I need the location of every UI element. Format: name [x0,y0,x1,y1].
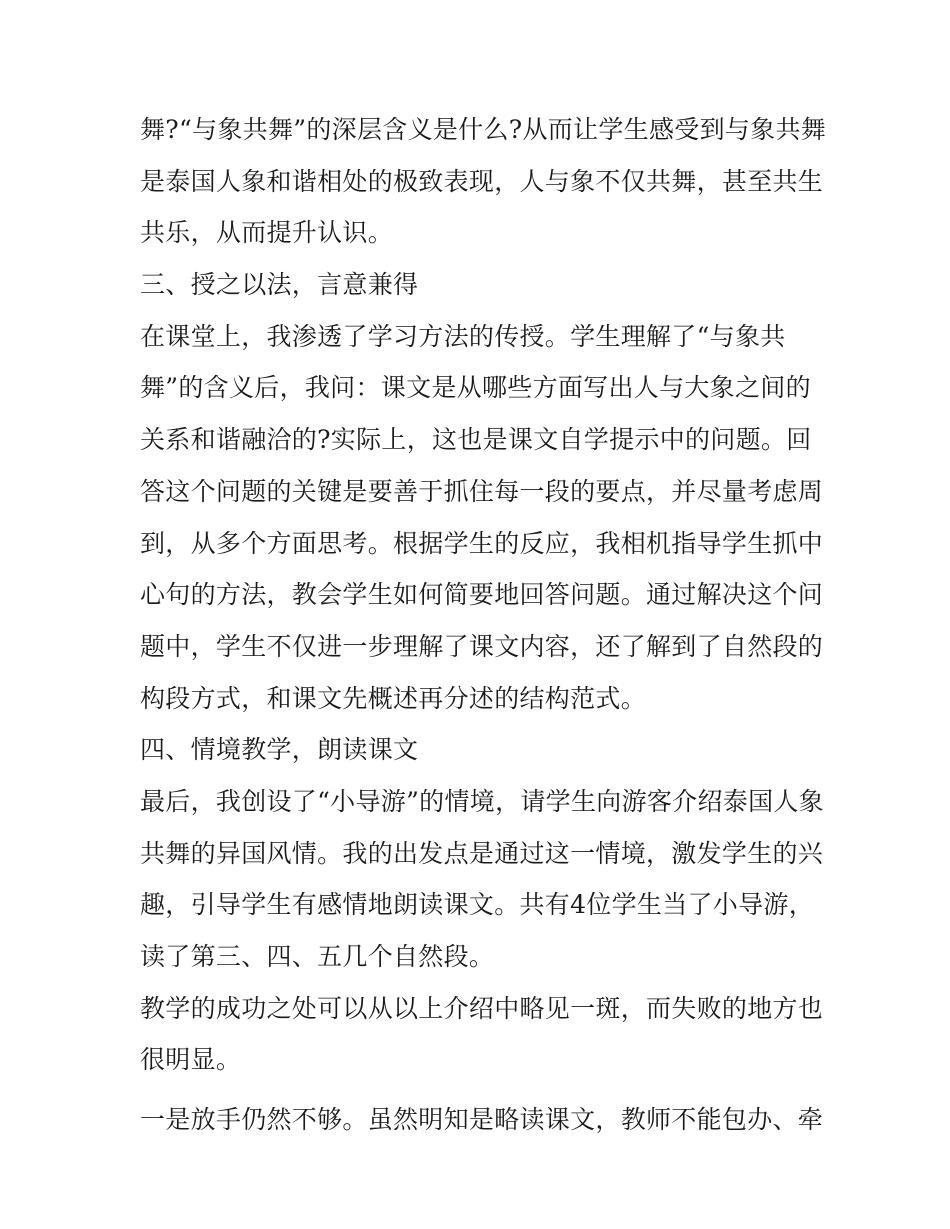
text-line: 一是放手仍然不够。虽然明知是略读课文，教师不能包办、牵 [140,1105,824,1135]
text-line: 题中，学生不仅进一步理解了课文内容，还了解到了自然段的 [140,631,824,661]
text-line: 教学的成功之处可以从以上介绍中略见一斑，而失败的地方也 [140,993,824,1023]
text-line: 到，从多个方面思考。根据学生的反应，我相机指导学生抓中 [140,528,824,558]
text-line: 关系和谐融洽的?实际上，这也是课文自学提示中的问题。回 [140,425,812,455]
text-line: 最后，我创设了“小导游”的情境，请学生向游客介绍泰国人象 [140,786,824,816]
document-body [140,104,827,1146]
text-line: 舞?“与象共舞”的深层含义是什么?从而让学生感受到与象共舞 [140,115,827,144]
text-line: 答这个问题的关键是要善于抓住每一段的要点，并尽量考虑周 [140,476,824,506]
text-line: 读了第三、四、五几个自然段。 [140,942,495,971]
text-line: 很明显。 [140,1045,242,1075]
text-line: 构段方式，和课文先概述再分述的结构范式。 [140,683,647,713]
text-line: 趣，引导学生有感情地朗读课文。共有4位学生当了小导游， [140,890,815,920]
text-line: 共乐，从而提升认识。 [140,218,394,248]
text-line: 心句的方法，教会学生如何简要地回答问题。通过解决这个问 [140,580,824,610]
section-heading-4: 四、情境教学，朗读课文 [140,735,419,765]
paragraph-gap [140,1086,815,1094]
section-heading-3: 三、授之以法，言意兼得 [140,270,419,300]
text-line: 在课堂上，我渗透了学习方法的传授。学生理解了“与象共 [140,321,786,351]
text-line: 是泰国人象和谐相处的极致表现，人与象不仅共舞，甚至共生 [140,166,824,196]
text-line: 舞”的含义后，我问：课文是从哪些方面写出人与大象之间的 [140,373,811,403]
text-line: 共舞的异国风情。我的出发点是通过这一情境，激发学生的兴 [140,838,824,868]
